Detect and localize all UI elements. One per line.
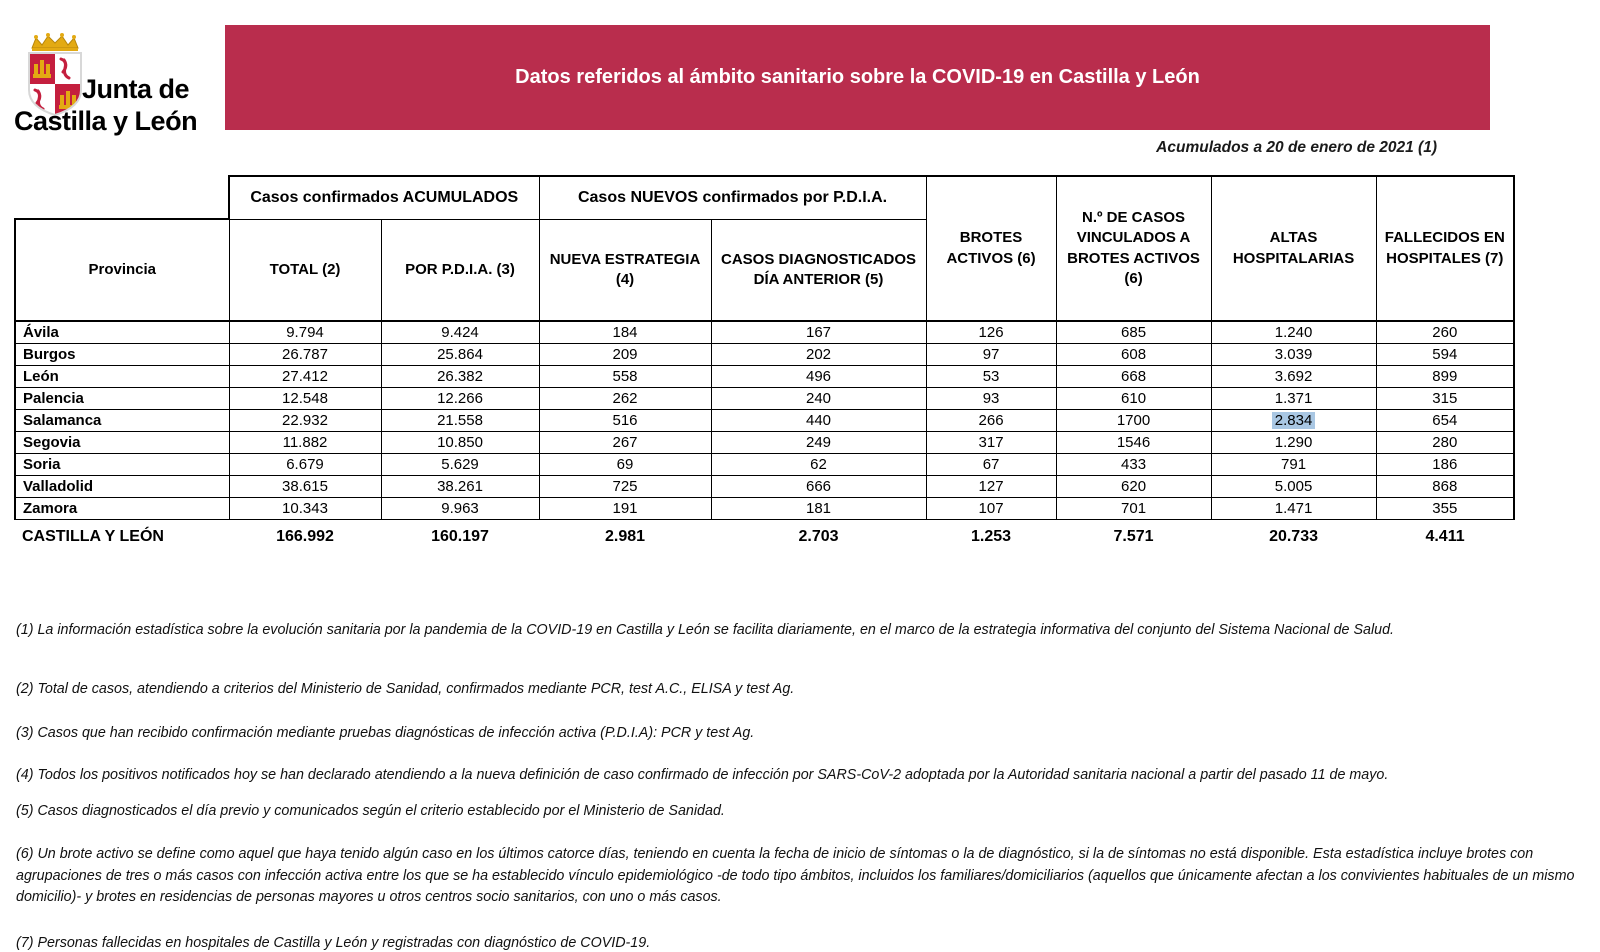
- value-cell: 12.266: [381, 387, 539, 409]
- value-cell: 186: [1376, 453, 1514, 475]
- value-cell: 167: [711, 321, 926, 343]
- value-cell: 126: [926, 321, 1056, 343]
- value-cell: 725: [539, 475, 711, 497]
- province-cell: Ávila: [15, 321, 229, 343]
- value-cell: 317: [926, 431, 1056, 453]
- value-cell: 496: [711, 365, 926, 387]
- value-cell: 654: [1376, 409, 1514, 431]
- group-header-nuevos: Casos NUEVOS confirmados por P.D.I.A.: [539, 176, 926, 219]
- value-cell: 3.039: [1211, 343, 1376, 365]
- value-cell: 1.471: [1211, 497, 1376, 519]
- table-row: [15, 431, 1514, 453]
- value-cell: 666: [711, 475, 926, 497]
- value-cell: 1546: [1056, 431, 1211, 453]
- value-cell: 440: [711, 409, 926, 431]
- value-cell: 12.548: [229, 387, 381, 409]
- value-cell: 209: [539, 343, 711, 365]
- province-cell: Palencia: [15, 387, 229, 409]
- total-cell: 20.733: [1269, 528, 1318, 546]
- junta-castilla-leon-logo: [14, 24, 229, 139]
- col-header-nueva-estrategia: NUEVA ESTRATEGIA (4): [539, 219, 711, 321]
- total-cell: 1.253: [971, 528, 1012, 546]
- value-cell: 9.794: [229, 321, 381, 343]
- value-cell: 127: [926, 475, 1056, 497]
- value-cell: 25.864: [381, 343, 539, 365]
- value-cell: 9.424: [381, 321, 539, 343]
- covid-data-table: [14, 175, 1513, 555]
- value-cell: 266: [926, 409, 1056, 431]
- value-cell: 791: [1211, 453, 1376, 475]
- col-header-fallecidos: FALLECIDOS EN HOSPITALES (7): [1376, 176, 1514, 321]
- value-cell: 181: [711, 497, 926, 519]
- col-header-dia-anterior: CASOS DIAGNOSTICADOS DÍA ANTERIOR (5): [711, 219, 926, 321]
- blank-corner-cell: [15, 176, 229, 219]
- value-cell: 1.290: [1211, 431, 1376, 453]
- table-row: [15, 343, 1514, 365]
- value-cell: 899: [1376, 365, 1514, 387]
- province-cell: Burgos: [15, 343, 229, 365]
- value-cell: 267: [539, 431, 711, 453]
- value-cell: 202: [711, 343, 926, 365]
- footnote-3: (3) Casos que han recibido confirmación mediante pruebas diagnósticas de infección activa (P.D.I.A): PCR y test Ag.: [16, 724, 755, 741]
- value-cell: 22.932: [229, 409, 381, 431]
- footnote-7: (7) Personas fallecidas en hospitales de Castilla y León y registradas con diagnóstico de COVID-19.: [16, 934, 651, 951]
- value-cell: 93: [926, 387, 1056, 409]
- highlighted-cell: [1211, 409, 1376, 431]
- value-cell: 260: [1376, 321, 1514, 343]
- value-cell: 608: [1056, 343, 1211, 365]
- col-header-provincia: Provincia: [15, 219, 229, 321]
- group-header-row: [15, 176, 1514, 219]
- footnote-4: (4) Todos los positivos notificados hoy se han declarado atendiendo a la nueva definición de caso confirmado de infección por SARS-CoV-2 adoptada por la Autoridad sanitaria nacional a partir del pasado 11 de mayo.: [16, 767, 1389, 784]
- table-row: [15, 453, 1514, 475]
- value-cell: 10.850: [381, 431, 539, 453]
- value-cell: 249: [711, 431, 926, 453]
- value-cell: 594: [1376, 343, 1514, 365]
- total-cell: 4.411: [1425, 528, 1465, 546]
- value-cell: 6.679: [229, 453, 381, 475]
- value-cell: 1700: [1056, 409, 1211, 431]
- value-cell: 3.692: [1211, 365, 1376, 387]
- value-cell: 69: [539, 453, 711, 475]
- province-cell: Segovia: [15, 431, 229, 453]
- table-row: [15, 387, 1514, 409]
- value-cell: 10.343: [229, 497, 381, 519]
- total-row: [15, 519, 1514, 555]
- value-cell: 1.240: [1211, 321, 1376, 343]
- data-table: [14, 175, 1515, 555]
- logo-text-line2: Castilla y León: [14, 106, 198, 136]
- value-cell: 685: [1056, 321, 1211, 343]
- province-cell: Salamanca: [15, 409, 229, 431]
- total-cell: 7.571: [1113, 528, 1154, 546]
- value-cell: 67: [926, 453, 1056, 475]
- value-cell: 38.261: [381, 475, 539, 497]
- value-cell: 53: [926, 365, 1056, 387]
- value-cell: 262: [539, 387, 711, 409]
- value-cell: 355: [1376, 497, 1514, 519]
- value-cell: 107: [926, 497, 1056, 519]
- province-cell: Valladolid: [15, 475, 229, 497]
- value-cell: 38.615: [229, 475, 381, 497]
- col-header-altas: ALTAS HOSPITALARIAS: [1211, 176, 1376, 321]
- value-cell: 868: [1376, 475, 1514, 497]
- value-cell: 1.371: [1211, 387, 1376, 409]
- table-row: [15, 475, 1514, 497]
- date-note: Acumulados a 20 de enero de 2021 (1): [1156, 139, 1437, 156]
- total-cell: 2.981: [604, 528, 646, 546]
- table-row: [15, 321, 1514, 343]
- table-row: [15, 409, 1514, 431]
- value-cell: 315: [1376, 387, 1514, 409]
- col-header-total: TOTAL (2): [229, 219, 381, 321]
- footnote-2: (2) Total de casos, atendiendo a criterios del Ministerio de Sanidad, confirmados mediante PCR, test A.C., ELISA y test Ag.: [16, 681, 795, 698]
- value-cell: 62: [711, 453, 926, 475]
- province-cell: Soria: [15, 453, 229, 475]
- col-header-brotes-activos: BROTES ACTIVOS (6): [926, 176, 1056, 321]
- logo-text-line1: Junta de: [82, 74, 190, 104]
- value-cell: 240: [711, 387, 926, 409]
- value-cell: 5.005: [1211, 475, 1376, 497]
- table-row: [15, 497, 1514, 519]
- value-cell: 21.558: [381, 409, 539, 431]
- value-cell: 701: [1056, 497, 1211, 519]
- banner: [225, 25, 1490, 130]
- value-cell: 620: [1056, 475, 1211, 497]
- value-cell: 26.787: [229, 343, 381, 365]
- page-title: Datos referidos al ámbito sanitario sobre la COVID-19 en Castilla y León: [515, 66, 1200, 88]
- col-header-por-pdia: POR P.D.I.A. (3): [381, 219, 539, 321]
- value-cell: 433: [1056, 453, 1211, 475]
- highlighted-value: 2.834: [1272, 412, 1316, 429]
- value-cell: 26.382: [381, 365, 539, 387]
- value-cell: 11.882: [229, 431, 381, 453]
- value-cell: 27.412: [229, 365, 381, 387]
- footnote-5: (5) Casos diagnosticados el día previo y comunicados según el criterio establecido por el Ministerio de Sanidad.: [16, 802, 725, 819]
- footnotes: [16, 620, 1576, 952]
- value-cell: 97: [926, 343, 1056, 365]
- province-cell: León: [15, 365, 229, 387]
- value-cell: 191: [539, 497, 711, 519]
- col-header-casos-vinculados: N.º DE CASOS VINCULADOS A BROTES ACTIVOS (6): [1056, 176, 1211, 321]
- value-cell: 5.629: [381, 453, 539, 475]
- total-cell: 160.197: [431, 528, 489, 546]
- group-header-acumulados: Casos confirmados ACUMULADOS: [229, 176, 539, 219]
- value-cell: 516: [539, 409, 711, 431]
- footnote-1: (1) La información estadística sobre la evolución sanitaria por la pandemia de la COVID-19 en Castilla y León se facilita diariamente, en el marco de la estrategia informativa del conjunto del Sistema Nacional de Salud.: [16, 622, 1395, 638]
- total-cell: 2.703: [798, 528, 839, 546]
- value-cell: 668: [1056, 365, 1211, 387]
- total-label: CASTILLA Y LEÓN: [22, 528, 164, 546]
- total-cell: 166.992: [276, 528, 334, 546]
- value-cell: 280: [1376, 431, 1514, 453]
- value-cell: 610: [1056, 387, 1211, 409]
- value-cell: 184: [539, 321, 711, 343]
- province-cell: Zamora: [15, 497, 229, 519]
- value-cell: 558: [539, 365, 711, 387]
- table-row: [15, 365, 1514, 387]
- footnote-6: (6) Un brote activo se define como aquel que haya tenido algún caso en los últimos catorce días, teniendo en cuenta la fecha de inicio de síntomas o la de diagnóstico, si la de síntomas no está disponible. Esta estadística incluye brotes con agrupaciones de tres o más casos con infección activa entre los que se ha establecido vínculo epidemiológico -de todo tipo ámbitos, incluidos los familiares/domiciliarios (aquellos que únicamente afectan a los convivientes habituales de un mismo domicilio)- y brotes en residencias de personas mayores u otros centros socio sanitarios, con uno o más casos.: [16, 846, 1575, 906]
- value-cell: 9.963: [381, 497, 539, 519]
